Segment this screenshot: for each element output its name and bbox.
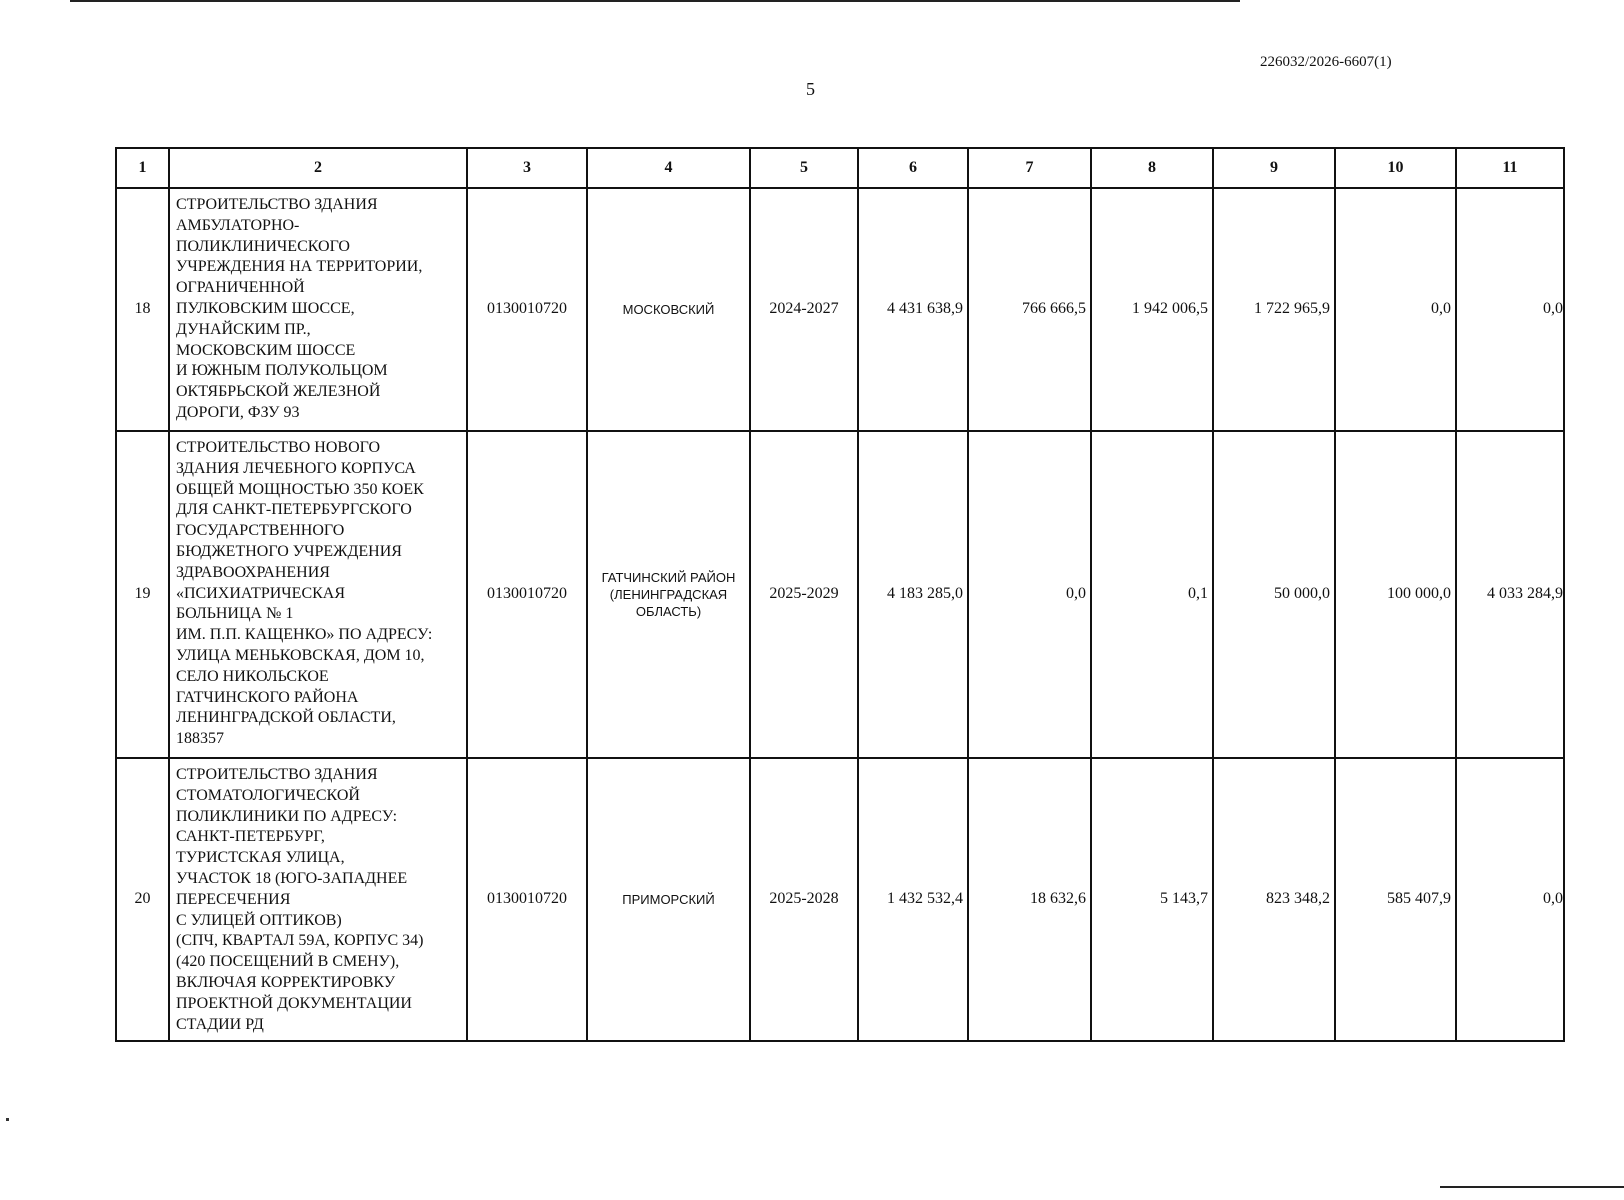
- column-header: 9: [1213, 148, 1335, 188]
- scan-speck: [6, 1118, 9, 1121]
- column-header: 8: [1091, 148, 1213, 188]
- document-number: 226032/2026-6607(1): [1260, 54, 1392, 70]
- district: ПРИМОРСКИЙ: [587, 758, 750, 1041]
- column-header: 4: [587, 148, 750, 188]
- column-header: 7: [968, 148, 1091, 188]
- table-row: [116, 431, 1564, 758]
- value-col-7: 18 632,6: [968, 758, 1091, 1041]
- period: 2025-2028: [750, 758, 858, 1041]
- top-border-line: [70, 0, 1240, 2]
- column-header: 11: [1456, 148, 1564, 188]
- object-name: СТРОИТЕЛЬСТВО ЗДАНИЯ АМБУЛАТОРНО- ПОЛИКЛИНИЧЕСКОГО УЧРЕЖДЕНИЯ НА ТЕРРИТОРИИ, ОГРАНИЧЕННОЙ ПУЛКОВСКИМ ШОССЕ, ДУНАЙСКИМ ПР., МОСКОВСКИМ ШОССЕ И ЮЖНЫМ ПОЛУКОЛЬЦОМ ОКТЯБРЬСКОЙ ЖЕЛЕЗНОЙ ДОРОГИ, ФЗУ 93: [169, 188, 467, 431]
- table-row: [116, 188, 1564, 431]
- column-header: 10: [1335, 148, 1456, 188]
- bottom-border-line: [1440, 1186, 1624, 1188]
- total-cost: 4 183 285,0: [858, 431, 968, 758]
- budget-code: 0130010720: [467, 758, 587, 1041]
- budget-code: 0130010720: [467, 431, 587, 758]
- row-number: 19: [116, 431, 169, 758]
- district: МОСКОВСКИЙ: [587, 188, 750, 431]
- value-col-10: 585 407,9: [1335, 758, 1456, 1041]
- projects-table: [115, 147, 1565, 1042]
- value-col-7: 0,0: [968, 431, 1091, 758]
- row-number: 20: [116, 758, 169, 1041]
- row-number: 18: [116, 188, 169, 431]
- header-row: [116, 148, 1564, 188]
- page-number: 5: [806, 79, 815, 99]
- value-col-8: 0,1: [1091, 431, 1213, 758]
- object-name: СТРОИТЕЛЬСТВО НОВОГО ЗДАНИЯ ЛЕЧЕБНОГО КОРПУСА ОБЩЕЙ МОЩНОСТЬЮ 350 КОЕК ДЛЯ САНКТ-ПЕТЕРБУРГСКОГО ГОСУДАРСТВЕННОГО БЮДЖЕТНОГО УЧРЕЖДЕНИЯ ЗДРАВООХРАНЕНИЯ «ПСИХИАТРИЧЕСКАЯ БОЛЬНИЦА № 1 ИМ. П.П. КАЩЕНКО» ПО АДРЕСУ: УЛИЦА МЕНЬКОВСКАЯ, ДОМ 10, СЕЛО НИКОЛЬСКОЕ ГАТЧИНСКОГО РАЙОНА ЛЕНИНГРАДСКОЙ ОБЛАСТИ, 188357: [169, 431, 467, 758]
- value-col-9: 823 348,2: [1213, 758, 1335, 1041]
- column-header: 6: [858, 148, 968, 188]
- column-header: 1: [116, 148, 169, 188]
- column-header: 2: [169, 148, 467, 188]
- object-name: СТРОИТЕЛЬСТВО ЗДАНИЯ СТОМАТОЛОГИЧЕСКОЙ ПОЛИКЛИНИКИ ПО АДРЕСУ: САНКТ-ПЕТЕРБУРГ, ТУРИСТСКАЯ УЛИЦА, УЧАСТОК 18 (ЮГО-ЗАПАДНЕЕ ПЕРЕСЕЧЕНИЯ С УЛИЦЕЙ ОПТИКОВ) (СПЧ, КВАРТАЛ 59А, КОРПУС 34) (420 ПОСЕЩЕНИЙ В СМЕНУ), ВКЛЮЧАЯ КОРРЕКТИРОВКУ ПРОЕКТНОЙ ДОКУМЕНТАЦИИ СТАДИИ РД: [169, 758, 467, 1041]
- period: 2024-2027: [750, 188, 858, 431]
- budget-code: 0130010720: [467, 188, 587, 431]
- column-header: 5: [750, 148, 858, 188]
- value-col-9: 50 000,0: [1213, 431, 1335, 758]
- total-cost: 1 432 532,4: [858, 758, 968, 1041]
- district: ГАТЧИНСКИЙ РАЙОН (ЛЕНИНГРАДСКАЯ ОБЛАСТЬ): [587, 431, 750, 758]
- value-col-8: 5 143,7: [1091, 758, 1213, 1041]
- value-col-11: 0,0: [1456, 188, 1564, 431]
- value-col-8: 1 942 006,5: [1091, 188, 1213, 431]
- value-col-11: 0,0: [1456, 758, 1564, 1041]
- value-col-10: 0,0: [1335, 188, 1456, 431]
- column-header: 3: [467, 148, 587, 188]
- table-row: [116, 758, 1564, 1041]
- period: 2025-2029: [750, 431, 858, 758]
- value-col-10: 100 000,0: [1335, 431, 1456, 758]
- total-cost: 4 431 638,9: [858, 188, 968, 431]
- value-col-9: 1 722 965,9: [1213, 188, 1335, 431]
- value-col-11: 4 033 284,9: [1456, 431, 1564, 758]
- value-col-7: 766 666,5: [968, 188, 1091, 431]
